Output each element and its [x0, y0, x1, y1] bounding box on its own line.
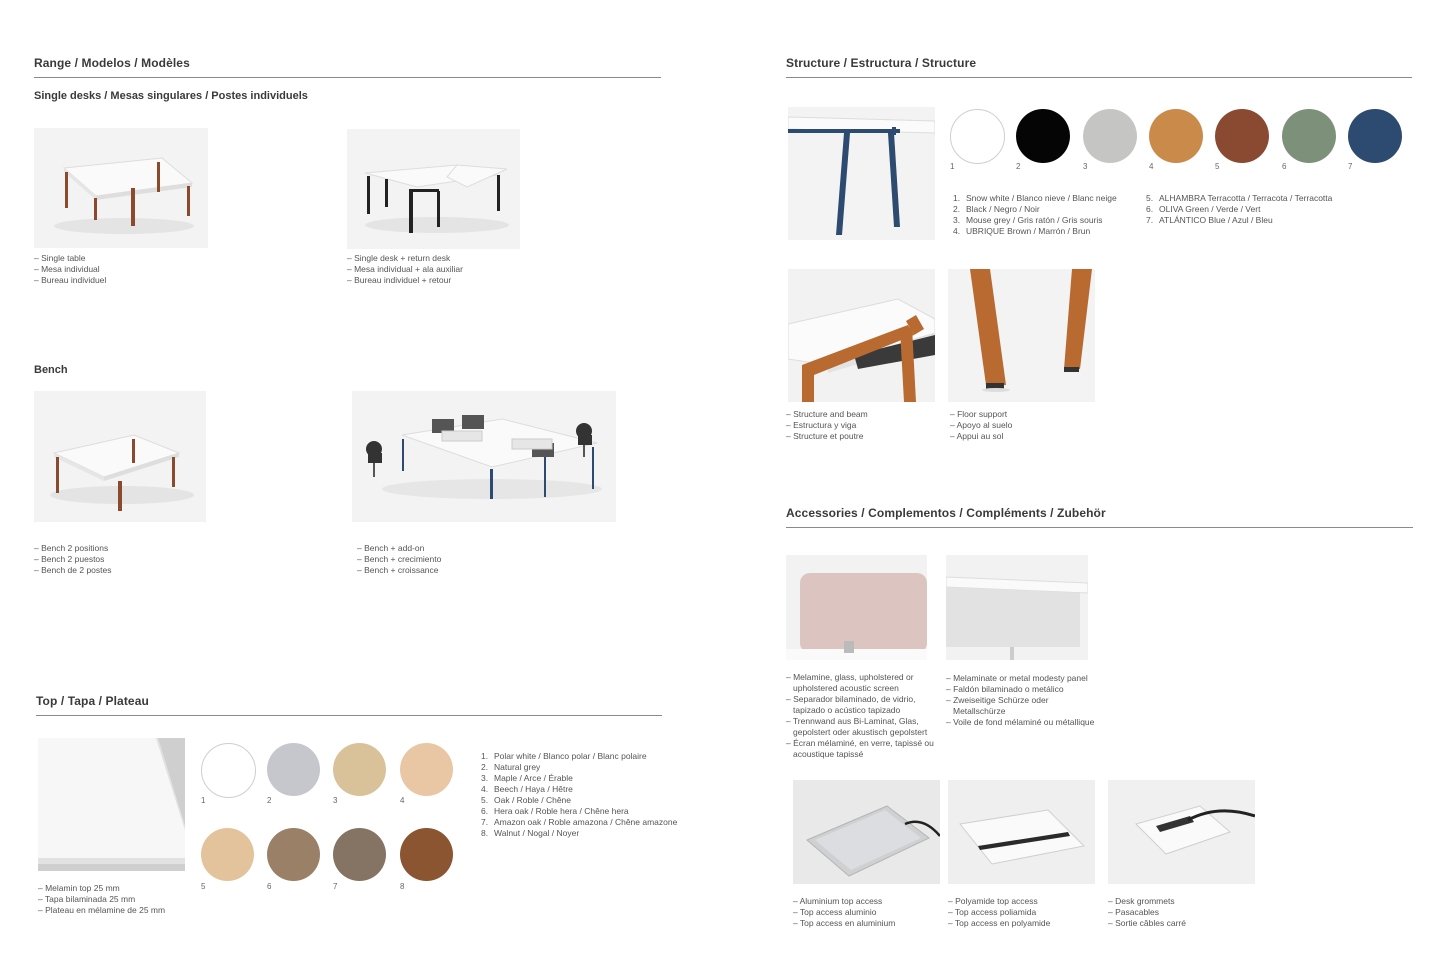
- structure-swatch-1[interactable]: [950, 109, 1005, 164]
- list-text: Natural grey: [494, 762, 541, 772]
- caption-line: – Single table: [34, 253, 86, 263]
- range-title: Range / Modelos / Modèles: [34, 56, 190, 70]
- aluminium-top-access-caption: [793, 896, 895, 929]
- caption-line: – Bureau individuel: [34, 275, 107, 285]
- list-text: Walnut / Nogal / Noyer: [494, 828, 580, 838]
- structure-swatch-number: 1: [950, 162, 955, 171]
- modesty-panel-photo: [946, 555, 1088, 660]
- caption-line: – Melamine, glass, upholstered or: [786, 672, 914, 682]
- bench-2-caption: [34, 543, 112, 576]
- desk-grommet-caption: [1108, 896, 1186, 929]
- caption-line: – Aluminium top access: [793, 896, 883, 906]
- structure-color-list-right: [1146, 193, 1332, 226]
- accessories-title: Accessories / Complementos / Compléments / Zubehör: [786, 506, 1106, 520]
- structure-swatch-number: 4: [1149, 162, 1154, 171]
- caption-line: – Trennwand aus Bi-Laminat, Glas,: [786, 716, 919, 726]
- top-swatch-number: 5: [201, 882, 206, 891]
- list-text: Maple / Arce / Érable: [494, 773, 573, 783]
- desk-grommet-photo: [1108, 780, 1255, 884]
- list-item: [953, 204, 1117, 215]
- polyamide-top-access-caption: [948, 896, 1050, 929]
- bench-title: Bench: [34, 364, 68, 376]
- structure-swatch-3[interactable]: [1083, 109, 1137, 163]
- top-finish-list: [481, 751, 677, 839]
- bench-addon-photo: [352, 391, 616, 522]
- list-item: [953, 193, 1117, 204]
- single-table-caption: [34, 253, 106, 286]
- top-title: Top / Tapa / Plateau: [36, 694, 149, 708]
- caption-line: – Top access en polyamide: [948, 918, 1051, 928]
- list-item: [481, 762, 677, 773]
- structure-swatch-number: 2: [1016, 162, 1021, 171]
- list-number: 4.: [953, 226, 961, 236]
- polyamide-top-access-photo: [948, 780, 1095, 884]
- single-table-photo: [34, 128, 208, 248]
- caption-line: – Sortie câbles carré: [1108, 918, 1186, 928]
- top-swatch-8[interactable]: [400, 828, 453, 881]
- top-swatch-number: 3: [333, 796, 338, 805]
- list-text: Mouse grey / Gris ratón / Gris souris: [966, 215, 1103, 225]
- caption-line: – Desk grommets: [1108, 896, 1175, 906]
- list-item: [1146, 204, 1332, 215]
- list-item: [481, 751, 677, 762]
- top-swatch-number: 2: [267, 796, 272, 805]
- top-rule: [36, 715, 662, 716]
- caption-line: – Melamin top 25 mm: [38, 883, 120, 893]
- list-number: 3.: [481, 773, 489, 783]
- list-number: 8.: [481, 828, 489, 838]
- caption-line: – Estructura y viga: [786, 420, 857, 430]
- modesty-panel-caption: [946, 673, 1094, 728]
- caption-line: gepolstert oder akustisch gepolstert: [793, 727, 928, 737]
- caption-line: – Pasacables: [1108, 907, 1160, 917]
- list-item: [481, 806, 677, 817]
- list-number: 1.: [953, 193, 961, 203]
- list-item: [481, 795, 677, 806]
- single-return-photo: [347, 129, 520, 249]
- caption-line: – Appui au sol: [950, 431, 1004, 441]
- list-number: 4.: [481, 784, 489, 794]
- top-swatch-5[interactable]: [201, 828, 254, 881]
- list-number: 6.: [481, 806, 489, 816]
- list-number: 1.: [481, 751, 489, 761]
- structure-rule: [786, 77, 1412, 78]
- caption-line: – Polyamide top access: [948, 896, 1038, 906]
- list-item: [481, 784, 677, 795]
- caption-line: tapizado o acústico tapizado: [793, 705, 901, 715]
- list-text: Snow white / Blanco nieve / Blanc neige: [966, 193, 1117, 203]
- list-item: [953, 226, 1117, 237]
- caption-line: – Tapa bilaminada 25 mm: [38, 894, 136, 904]
- list-item: [1146, 215, 1332, 226]
- list-number: 6.: [1146, 204, 1154, 214]
- list-item: [953, 215, 1117, 226]
- list-item: [481, 828, 677, 839]
- caption-line: – Écran mélaminé, en verre, tapissé ou: [786, 738, 934, 748]
- top-swatch-4[interactable]: [400, 743, 453, 796]
- list-text: Black / Negro / Noir: [966, 204, 1040, 214]
- caption-line: upholstered acoustic screen: [793, 683, 899, 693]
- structure-swatch-7[interactable]: [1348, 109, 1402, 163]
- list-number: 7.: [1146, 215, 1154, 225]
- caption-line: – Top access en aluminium: [793, 918, 896, 928]
- top-swatch-number: 1: [201, 796, 206, 805]
- caption-line: – Bench 2 puestos: [34, 554, 105, 564]
- top-swatch-3[interactable]: [333, 743, 386, 796]
- caption-line: – Bench de 2 postes: [34, 565, 112, 575]
- list-text: Polar white / Blanco polar / Blanc polaire: [494, 751, 647, 761]
- caption-line: – Bench 2 positions: [34, 543, 109, 553]
- caption-line: – Voile de fond mélaminé ou métallique: [946, 717, 1095, 727]
- structure-color-list-left: [953, 193, 1117, 237]
- structure-leg-photo: [788, 107, 935, 240]
- caption-line: – Zweiseitige Schürze oder: [946, 695, 1049, 705]
- top-swatch-number: 6: [267, 882, 272, 891]
- caption-line: – Faldón bilaminado o metálico: [946, 684, 1064, 694]
- top-swatch-2[interactable]: [267, 743, 320, 796]
- caption-line: – Apoyo al suelo: [950, 420, 1013, 430]
- bench-2-photo: [34, 391, 206, 522]
- single-return-caption: [347, 253, 463, 286]
- list-number: 7.: [481, 817, 489, 827]
- structure-swatch-5[interactable]: [1215, 109, 1269, 163]
- structure-title: Structure / Estructura / Structure: [786, 56, 977, 70]
- aluminium-top-access-photo: [793, 780, 940, 884]
- top-swatch-6[interactable]: [267, 828, 320, 881]
- caption-line: – Single desk + return desk: [347, 253, 451, 263]
- caption-line: – Floor support: [950, 409, 1008, 419]
- floor-support-photo: [948, 269, 1095, 402]
- caption-line: – Mesa individual + ala auxiliar: [347, 264, 463, 274]
- screen-caption: [786, 672, 934, 760]
- structure-swatch-number: 3: [1083, 162, 1088, 171]
- structure-swatch-2[interactable]: [1016, 109, 1070, 163]
- caption-line: – Bench + crecimiento: [357, 554, 442, 564]
- top-swatch-number: 4: [400, 796, 405, 805]
- caption-line: – Plateau en mélamine de 25 mm: [38, 905, 166, 915]
- top-edge-photo: [38, 738, 185, 871]
- structure-swatch-number: 6: [1282, 162, 1287, 171]
- list-item: [481, 817, 677, 828]
- caption-line: – Structure and beam: [786, 409, 868, 419]
- caption-line: – Separador bilaminado, de vidrio,: [786, 694, 916, 704]
- structure-beam-caption: [786, 409, 868, 442]
- top-swatch-number: 7: [333, 882, 338, 891]
- structure-swatch-number: 7: [1348, 162, 1353, 171]
- list-text: ALHAMBRA Terracotta / Terracota / Terracotta: [1159, 193, 1333, 203]
- range-rule: [34, 77, 661, 78]
- list-item: [481, 773, 677, 784]
- list-number: 2.: [481, 762, 489, 772]
- top-swatch-1[interactable]: [201, 743, 256, 798]
- caption-line: Metallschürze: [953, 706, 1006, 716]
- list-number: 3.: [953, 215, 961, 225]
- list-text: Beech / Haya / Hêtre: [494, 784, 573, 794]
- screen-photo: [786, 555, 927, 660]
- bench-addon-caption: [357, 543, 441, 576]
- top-swatch-number: 8: [400, 882, 405, 891]
- caption-line: – Melaminate or metal modesty panel: [946, 673, 1088, 683]
- list-text: ATLÁNTICO Blue / Azul / Bleu: [1159, 215, 1273, 225]
- list-text: Hera oak / Roble hera / Chêne hera: [494, 806, 629, 816]
- top-caption: [38, 883, 165, 916]
- structure-swatch-6[interactable]: [1282, 109, 1336, 163]
- list-text: Oak / Roble / Chêne: [494, 795, 572, 805]
- list-number: 5.: [1146, 193, 1154, 203]
- list-item: [1146, 193, 1332, 204]
- caption-line: – Bureau individuel + retour: [347, 275, 452, 285]
- structure-swatch-number: 5: [1215, 162, 1220, 171]
- list-number: 2.: [953, 204, 961, 214]
- structure-beam-photo: [788, 269, 935, 402]
- list-text: UBRIQUE Brown / Marrón / Brun: [966, 226, 1091, 236]
- structure-swatch-4[interactable]: [1149, 109, 1203, 163]
- list-text: Amazon oak / Roble amazona / Chêne amazone: [494, 817, 678, 827]
- caption-line: – Bench + croissance: [357, 565, 439, 575]
- single-desks-title: Single desks / Mesas singulares / Postes individuels: [34, 90, 308, 102]
- top-swatch-7[interactable]: [333, 828, 386, 881]
- caption-line: – Bench + add-on: [357, 543, 425, 553]
- caption-line: – Mesa individual: [34, 264, 100, 274]
- accessories-rule: [786, 527, 1413, 528]
- caption-line: – Top access poliamida: [948, 907, 1037, 917]
- floor-support-caption: [950, 409, 1012, 442]
- caption-line: acoustique tapissé: [793, 749, 864, 759]
- list-text: OLIVA Green / Verde / Vert: [1159, 204, 1261, 214]
- caption-line: – Structure et poutre: [786, 431, 864, 441]
- list-number: 5.: [481, 795, 489, 805]
- caption-line: – Top access aluminio: [793, 907, 877, 917]
